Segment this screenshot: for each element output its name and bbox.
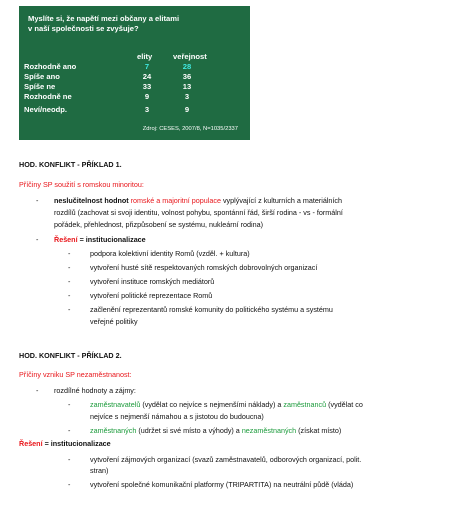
sub-item bbox=[90, 400, 363, 410]
value-verejnost: 9 bbox=[184, 105, 190, 114]
sub-item bbox=[90, 426, 341, 436]
value-elity: 24 bbox=[142, 72, 152, 81]
example1-line: rozdílů (zachovat si svoji identitu, volnost pohybu, spontánní řád, širší rodina - vs - formální bbox=[54, 208, 343, 217]
bullet-dash: - bbox=[68, 305, 71, 314]
table-row bbox=[24, 72, 234, 82]
example1-line bbox=[54, 196, 342, 206]
value-highlight: nezaměstnaných bbox=[241, 426, 297, 435]
slide-question-line: v naší společnosti se zvyšuje? bbox=[28, 24, 139, 33]
bullet-dash: - bbox=[68, 400, 71, 409]
list-item: vytvoření zájmových organizací (svazů zaměstnavatelů, odborových organizací, polit. bbox=[90, 455, 362, 464]
value-text: (udržet si své místo a výhody) a bbox=[136, 426, 242, 435]
value-text: (vydělat co bbox=[326, 400, 363, 409]
bullet-dash: - bbox=[68, 291, 71, 300]
row-label: Rozhodně ne bbox=[24, 92, 72, 101]
survey-slide-image bbox=[19, 6, 250, 140]
row-label: Spíše ano bbox=[24, 72, 60, 81]
table-row bbox=[24, 105, 234, 115]
value-elity: 3 bbox=[144, 105, 150, 114]
bullet-dash: - bbox=[36, 196, 39, 205]
list-item: rozdílné hodnoty a zájmy: bbox=[54, 386, 136, 395]
slide-question bbox=[28, 14, 179, 34]
slide-source: Zdroj: CESES, 2007/8, N=1035/2337 bbox=[142, 126, 238, 132]
list-item: vytvoření husté sítě respektovaných romských dobrovolných organizací bbox=[90, 263, 318, 272]
bullet-dash: - bbox=[68, 277, 71, 286]
table-row bbox=[24, 62, 234, 72]
value-highlight: romské a majoritní populace bbox=[128, 196, 221, 205]
solution-label: Řešení bbox=[19, 439, 43, 448]
value-elity: 7 bbox=[144, 62, 150, 71]
sub-item-continuation: nejvíce s nejmenší námahou a s jistotou do budoucna) bbox=[90, 412, 264, 421]
example1-line: pořádek, přehlednost, přizpůsobení se systému, nukleární rodina) bbox=[54, 220, 263, 229]
example2-solution bbox=[19, 439, 111, 449]
table-row bbox=[24, 92, 234, 102]
value-verejnost: 13 bbox=[182, 82, 192, 91]
bullet-dash: - bbox=[36, 235, 39, 244]
value-text: (získat místo) bbox=[296, 426, 342, 435]
list-item-continuation: stran) bbox=[90, 466, 109, 475]
row-label: Spíše ne bbox=[24, 82, 56, 91]
bullet-dash: - bbox=[68, 249, 71, 258]
bullet-dash: - bbox=[36, 386, 39, 395]
list-item-continuation: veřejné politiky bbox=[90, 317, 138, 326]
value-highlight: zaměstnavatelů bbox=[90, 400, 141, 409]
bullet-dash: - bbox=[68, 480, 71, 489]
value-verejnost: 3 bbox=[184, 92, 190, 101]
slide-question-line: Myslíte si, že napětí mezi občany a elitami bbox=[28, 14, 180, 23]
col-header-verejnost: veřejnost bbox=[173, 52, 207, 61]
row-label: Neví/neodp. bbox=[24, 105, 68, 114]
table-row bbox=[24, 82, 234, 92]
value-elity: 33 bbox=[142, 82, 152, 91]
example1-heading: HOD. KONFLIKT - PŘÍKLAD 1. bbox=[19, 160, 122, 169]
bullet-dash: - bbox=[68, 263, 71, 272]
solution-text: = institucionalizace bbox=[77, 235, 146, 244]
bullet-dash: - bbox=[68, 426, 71, 435]
value-verejnost: 28 bbox=[182, 62, 192, 71]
row-label: Rozhodně ano bbox=[24, 62, 77, 71]
example2-heading: HOD. KONFLIKT - PŘÍKLAD 2. bbox=[19, 351, 122, 360]
list-item: vytvoření společné komunikační platformy (TRIPARTITA) na neutrální půdě (vláda) bbox=[90, 480, 354, 489]
solution-label: Řešení bbox=[54, 235, 78, 244]
solution-text: = institucionalizace bbox=[42, 439, 111, 448]
value-verejnost: 36 bbox=[182, 72, 192, 81]
value-text: vyplývající z kulturních a materiálních bbox=[220, 196, 343, 205]
value-elity: 9 bbox=[144, 92, 150, 101]
list-item: vytvoření politické reprezentace Romů bbox=[90, 291, 213, 300]
list-item: vytvoření instituce romských mediátorů bbox=[90, 277, 215, 286]
value-highlight: zaměstnanců bbox=[283, 400, 327, 409]
example1-cause: Příčiny SP soužití s romskou minoritou: bbox=[19, 180, 144, 189]
col-header-elity: elity bbox=[137, 52, 153, 61]
bullet-dash: - bbox=[68, 455, 71, 464]
example2-cause: Příčiny vzniku SP nezaměstnanost: bbox=[19, 370, 132, 379]
list-item: podpora kolektivní identity Romů (vzděl. + kultura) bbox=[90, 249, 250, 258]
value-text: (vydělat co nejvíce s nejmenšími náklady) a bbox=[140, 400, 284, 409]
value-highlight: zaměstnaných bbox=[90, 426, 137, 435]
example1-solution bbox=[54, 235, 146, 245]
list-item: začlenění reprezentantů romské komunity do politického systému a systému bbox=[90, 305, 333, 314]
value-emphasis: neslučitelnost hodnot bbox=[54, 196, 129, 205]
